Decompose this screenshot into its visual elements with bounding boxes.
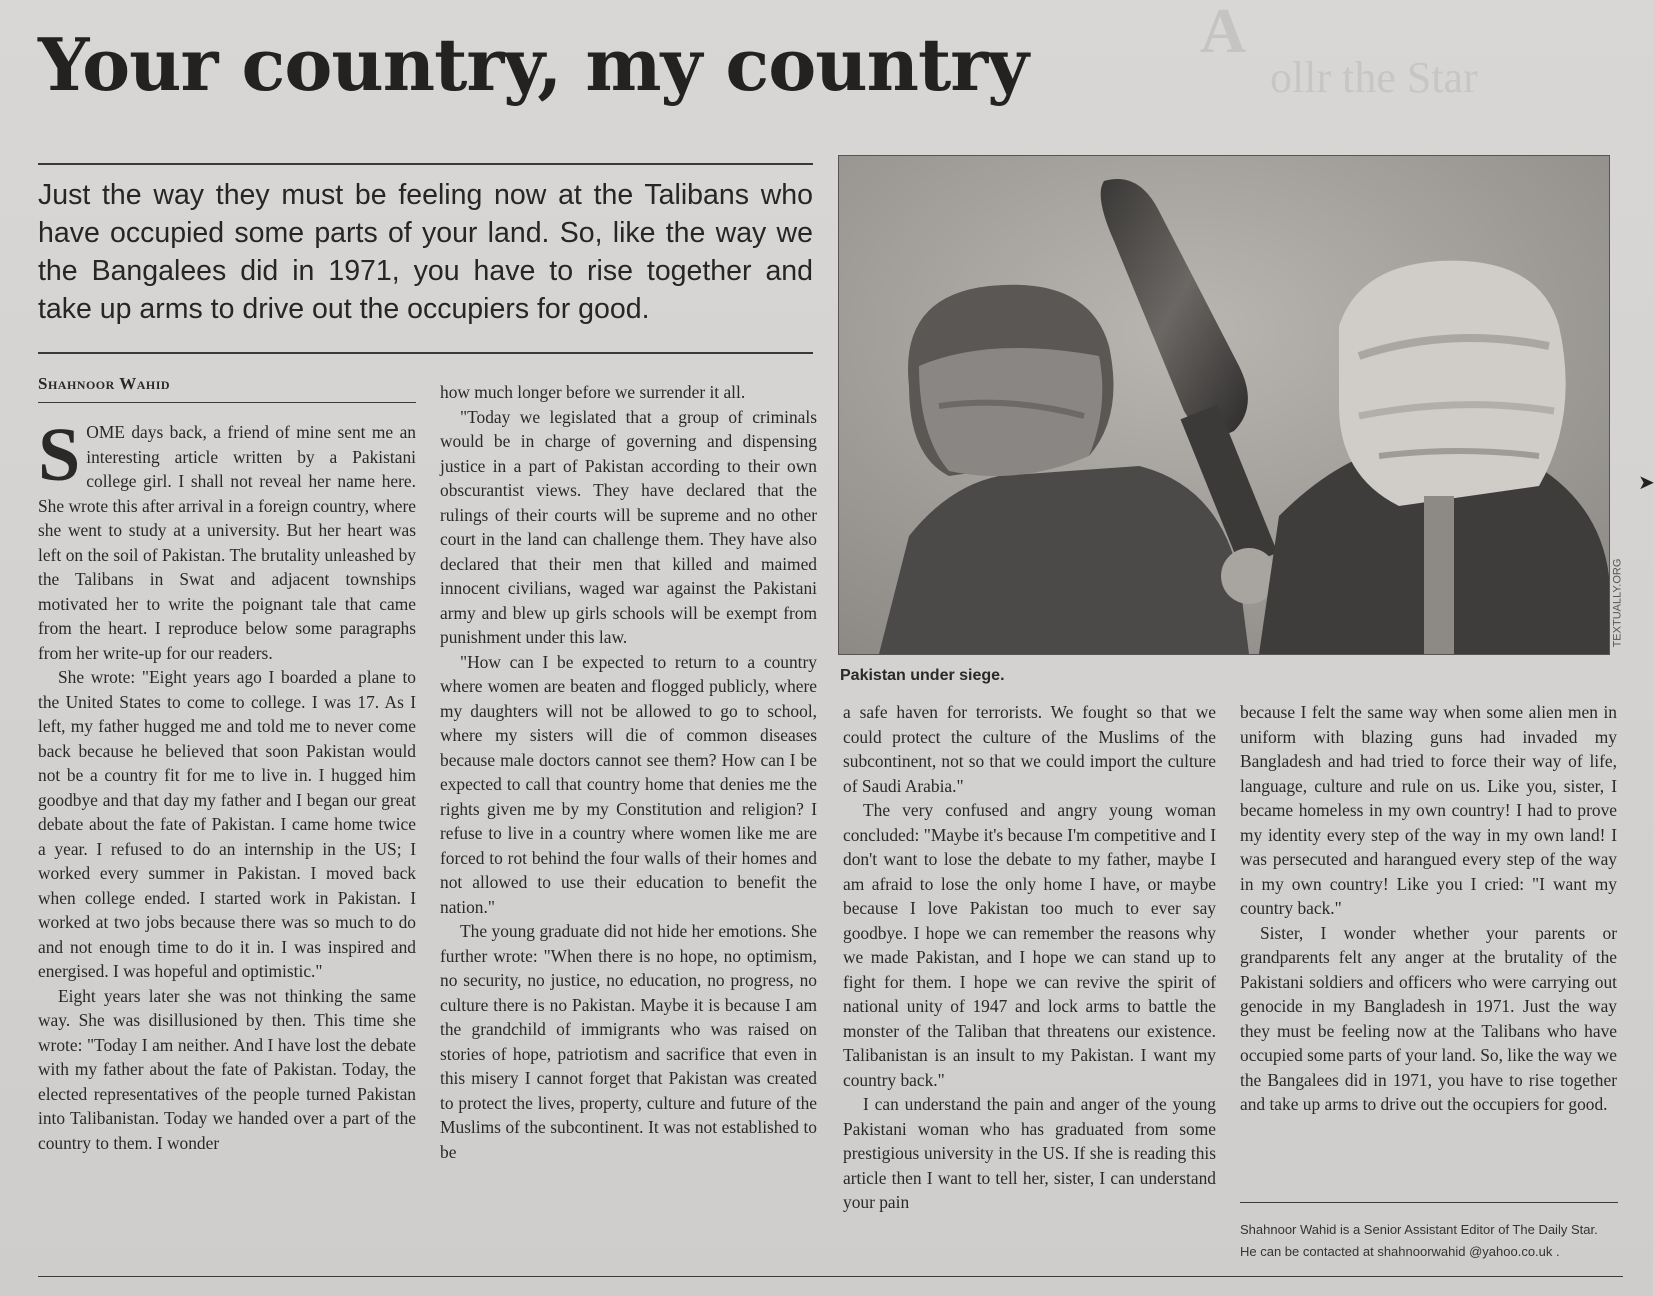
author-bio: [1240, 1219, 1620, 1263]
article-paragraph: Sister, I wonder whether your parents or grandparents felt any anger at the brutality of the Pakistani soldiers and officers who were carrying out genocide in my Bangladesh in 1971. Just the way they must be feeling now at the Talibans who have occupied some parts of your land. So, like the way we the Bangalees did in 1971, you have to rise together and take up arms to drive out the occupiers for good.: [1240, 922, 1617, 1114]
page-bottom-rule: [38, 1276, 1623, 1277]
background-bleed-text: A: [1200, 0, 1248, 66]
bio-line: Shahnoor Wahid is a Senior Assistant Editor of The Daily Star.: [1240, 1222, 1598, 1237]
article-column-3: [843, 700, 1216, 1215]
drop-cap: S: [38, 413, 81, 497]
article-paragraph: The young graduate did not hide her emotions. She further wrote: "When there is no hope, no optimism, no security, no justice, no education, no progress, no culture there is no Pakistan. Maybe it is because I am the grandchild of immigrants who was raised on stories of hope, patriotism and sacrifice that even in this misery I cannot forget that Pakistan was created to protect the lives, property, culture and future of the Muslims of the subcontinent. It was not established to be: [440, 921, 817, 1162]
byline: Shahnoor Wahid: [38, 374, 171, 393]
bio-rule: [1240, 1202, 1618, 1203]
article-photo: [838, 155, 1610, 655]
photo-credit: TEXTUALLY.ORG: [1611, 558, 1624, 648]
margin-mark: ➤: [1638, 472, 1655, 494]
bio-line: He can be contacted at shahnoorwahid @yahoo.co.uk .: [1240, 1244, 1560, 1259]
article-paragraph: Eight years later she was not thinking the same way. She was disillusioned by then. This time she wrote: "Today I am neither. And I have lost the debate with my father about the fate of Pakistan. Today, the elected representatives of the people turned Pakistan into Talibanistan. Today we handed over a part of the country to them. I wonder: [38, 985, 416, 1153]
headline: Your country, my country: [38, 22, 1029, 107]
article-column-2: [440, 380, 817, 1164]
background-bleed-text-2: ollr the Star: [1270, 53, 1478, 102]
article-paragraph: "Today we legislated that a group of criminals would be in charge of governing and dispensing justice in a part of Pakistan according to their own obscurantist views. They have declared that the rulings of their courts will be supreme and no other court in the land can challenge them. They have also declared that their men that killed and maimed innocent civilians, waged war against the Pakistani army and blew up girls schools will be exempt from punishment under this law.: [440, 406, 817, 647]
article-paragraph: SOME days back, a friend of mine sent me an interesting article written by a Pakistani college girl. I shall not reveal her name here. She wrote this after arrival in a foreign country, where she went to study at a university. But her heart was left on the soil of Pakistan. The brutality unleashed by the Talibans in Swat and adjacent townships motivated her to write the poignant tale that came from the heart. I reproduce below some paragraphs from her write-up for our readers.: [38, 413, 416, 663]
article-paragraph: The very confused and angry young woman concluded: "Maybe it's because I'm competitive and I don't want to lose the debate to my father, maybe I am afraid to lose the only home I have, or maybe because I love Pakistan too much to ever say goodbye. I hope we can remember the reasons why we made Pakistan, and I hope we can stand up to fight for them. I hope we can revive the spirit of national unity of 1947 and lock arms to battle the monster of the Taliban that threatens our existence. Talibanistan is an insult to my Pakistan. I want my country back.": [843, 800, 1216, 1090]
article-paragraph: how much longer before we surrender it all.: [440, 382, 746, 402]
deck-top-rule: [38, 163, 813, 165]
article-paragraph: "How can I be expected to return to a country where women are beaten and flogged publicly, where my daughters will not be allowed to go to school, where my sisters will die of common diseases because male doctors cannot see them? How can I be expected to call that country home that denies me the rights given me by my Constitution and religion? I refuse to live in a country where women like me are forced to rot behind the four walls of their homes and not allowed to use their education to benefit the nation.": [440, 651, 817, 917]
article-paragraph: I can understand the pain and anger of the young Pakistani woman who has graduated from some prestigious university in the US. If she is reading this article then I want to tell her, sister, I can understand your pain: [843, 1094, 1216, 1212]
article-paragraph: because I felt the same way when some alien men in uniform with blazing guns had invaded my Bangladesh and had tried to force their way of life, language, culture and rule on us. Like you, sister, I became homeless in my own country! I had to prove my identity every step of the way in my own land! I was persecuted and harangued every step of the way in my own country! Like you I cried: "I want my country back.": [1240, 702, 1617, 918]
photo-illustration: [839, 156, 1609, 654]
article-column-1: [38, 413, 416, 1155]
article-column-4: [1240, 700, 1617, 1117]
deck: Just the way they must be feeling now at the Talibans who have occupied some parts of your land. So, like the way we the Bangalees did in 1971, you have to rise together and take up arms to drive out the occupiers for good.: [38, 179, 813, 325]
byline-rule: [38, 402, 416, 403]
photo-caption: Pakistan under siege.: [840, 667, 1005, 684]
deck-bottom-rule: [38, 352, 813, 354]
article-paragraph: a safe haven for terrorists. We fought so that we could protect the culture of the Muslims of the subcontinent, not so that we could import the culture of Saudi Arabia.": [843, 702, 1216, 796]
article-paragraph: She wrote: "Eight years ago I boarded a plane to the United States to come to college. I was 17. As I left, my father hugged me and told me to never come back because he believed that soon Pakistan would not be a country fit for me to live in. I hugged him goodbye and that day my father and I began our great debate about the fate of Pakistan. I came home twice a year. I refused to do an internship in the US; I worked every summer in Pakistan. I moved back when college ended. I started work in Pakistan. I worked at two jobs because there was so much to do and not enough time to do it in. I was inspired and energised. I was hopeful and optimistic.": [38, 667, 416, 981]
